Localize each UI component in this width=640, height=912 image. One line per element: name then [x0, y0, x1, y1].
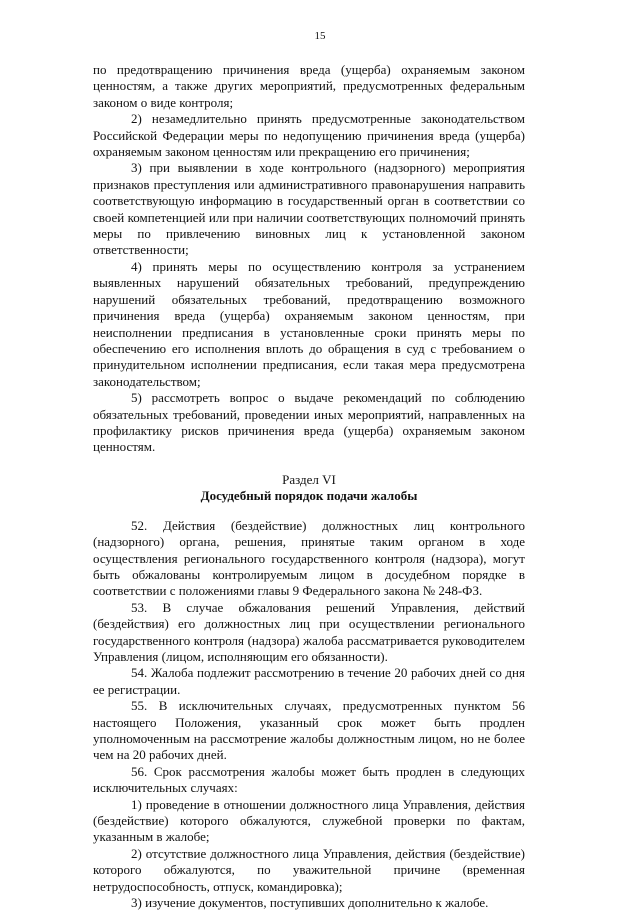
list-item-3: 3) при выявлении в ходе контрольного (надзорного) мероприятия признаков преступления или административного правонарушения направить соответствующую информацию в государственный орган в соответствии со своей компетенцией или при наличии соответствующих полномочий принять меры по привлечению виновных лиц к установленной законом ответственности; [93, 160, 525, 258]
list-item-4: 4) принять меры по осуществлению контроля за устранением выявленных нарушений обязательных требований, предупреждению нарушений обязательных требований, предотвращению возможного причинения вреда (ущерба) охраняемым законом ценностям, при неисполнении предписания в установленные сроки принять меры по обеспечению его исполнения вплоть до обращения в суд с требованием о принудительном исполнении предписания, если такая мера предусмотрена законодательством; [93, 258, 525, 389]
paragraph-52: 52. Действия (бездействие) должностных лиц контрольного (надзорного) органа, решения, принятые таким органом в ходе осуществления регионального государственного контроля (надзора), могут быть обжалованы контролируемым лицом в досудебном порядке в соответствии с положениями главы 9 Федерального закона № 248-ФЗ. [93, 517, 525, 599]
page-number: 15 [314, 30, 326, 42]
paragraph-54: 54. Жалоба подлежит рассмотрению в течение 20 рабочих дней со дня ее регистрации. [93, 665, 525, 697]
list-item-56-3: 3) изучение документов, поступивших дополнительно к жалобе. [131, 895, 489, 911]
list-item-5: 5) рассмотреть вопрос о выдаче рекомендаций по соблюдению обязательных требований, проведении иных мероприятий, направленных на профилактику рисков причинения вреда (ущерба) охраняемым законом ценностям. [93, 390, 525, 455]
paragraph-continuation: по предотвращению причинения вреда (ущерба) охраняемым законом ценностям, а также других мероприятий, предусмотренных федеральным законом о виде контроля; [93, 62, 525, 110]
paragraph-56: 56. Срок рассмотрения жалобы может быть продлен в следующих исключительных случаях: [93, 763, 525, 796]
section-label: Раздел VI [282, 471, 336, 487]
list-item-2: 2) незамедлительно принять предусмотренные законодательством Российской Федерации меры по недопущению причинения вреда (ущерба) охраняемым законом ценностям или прекращению его причинения; [93, 111, 525, 160]
paragraph-53: 53. В случае обжалования решений Управления, действий (бездействия) его должностных лиц при осуществлении регионального государственного контроля (надзора) жалоба рассматривается руководителем Управления (лицом, исполняющим его обязанности). [93, 599, 525, 664]
list-item-56-1: 1) проведение в отношении должностного лица Управления, действия (бездействие) которого обжалуются, служебной проверки по фактам, указанным в жалобе; [93, 796, 525, 845]
list-item-56-2: 2) отсутствие должностного лица Управления, действия (бездействие) которого обжалуются, по уважительной причине (временная нетрудоспособность, отпуск, командировка); [93, 845, 525, 894]
document-body [93, 62, 525, 912]
section-title: Досудебный порядок подачи жалобы [200, 487, 418, 503]
paragraph-55: 55. В исключительных случаях, предусмотренных пунктом 56 настоящего Положения, указанный срок может быть продлен уполномоченным на рассмотрение жалобы должностным лицом, но не более чем на 20 рабочих дней. [93, 698, 525, 763]
